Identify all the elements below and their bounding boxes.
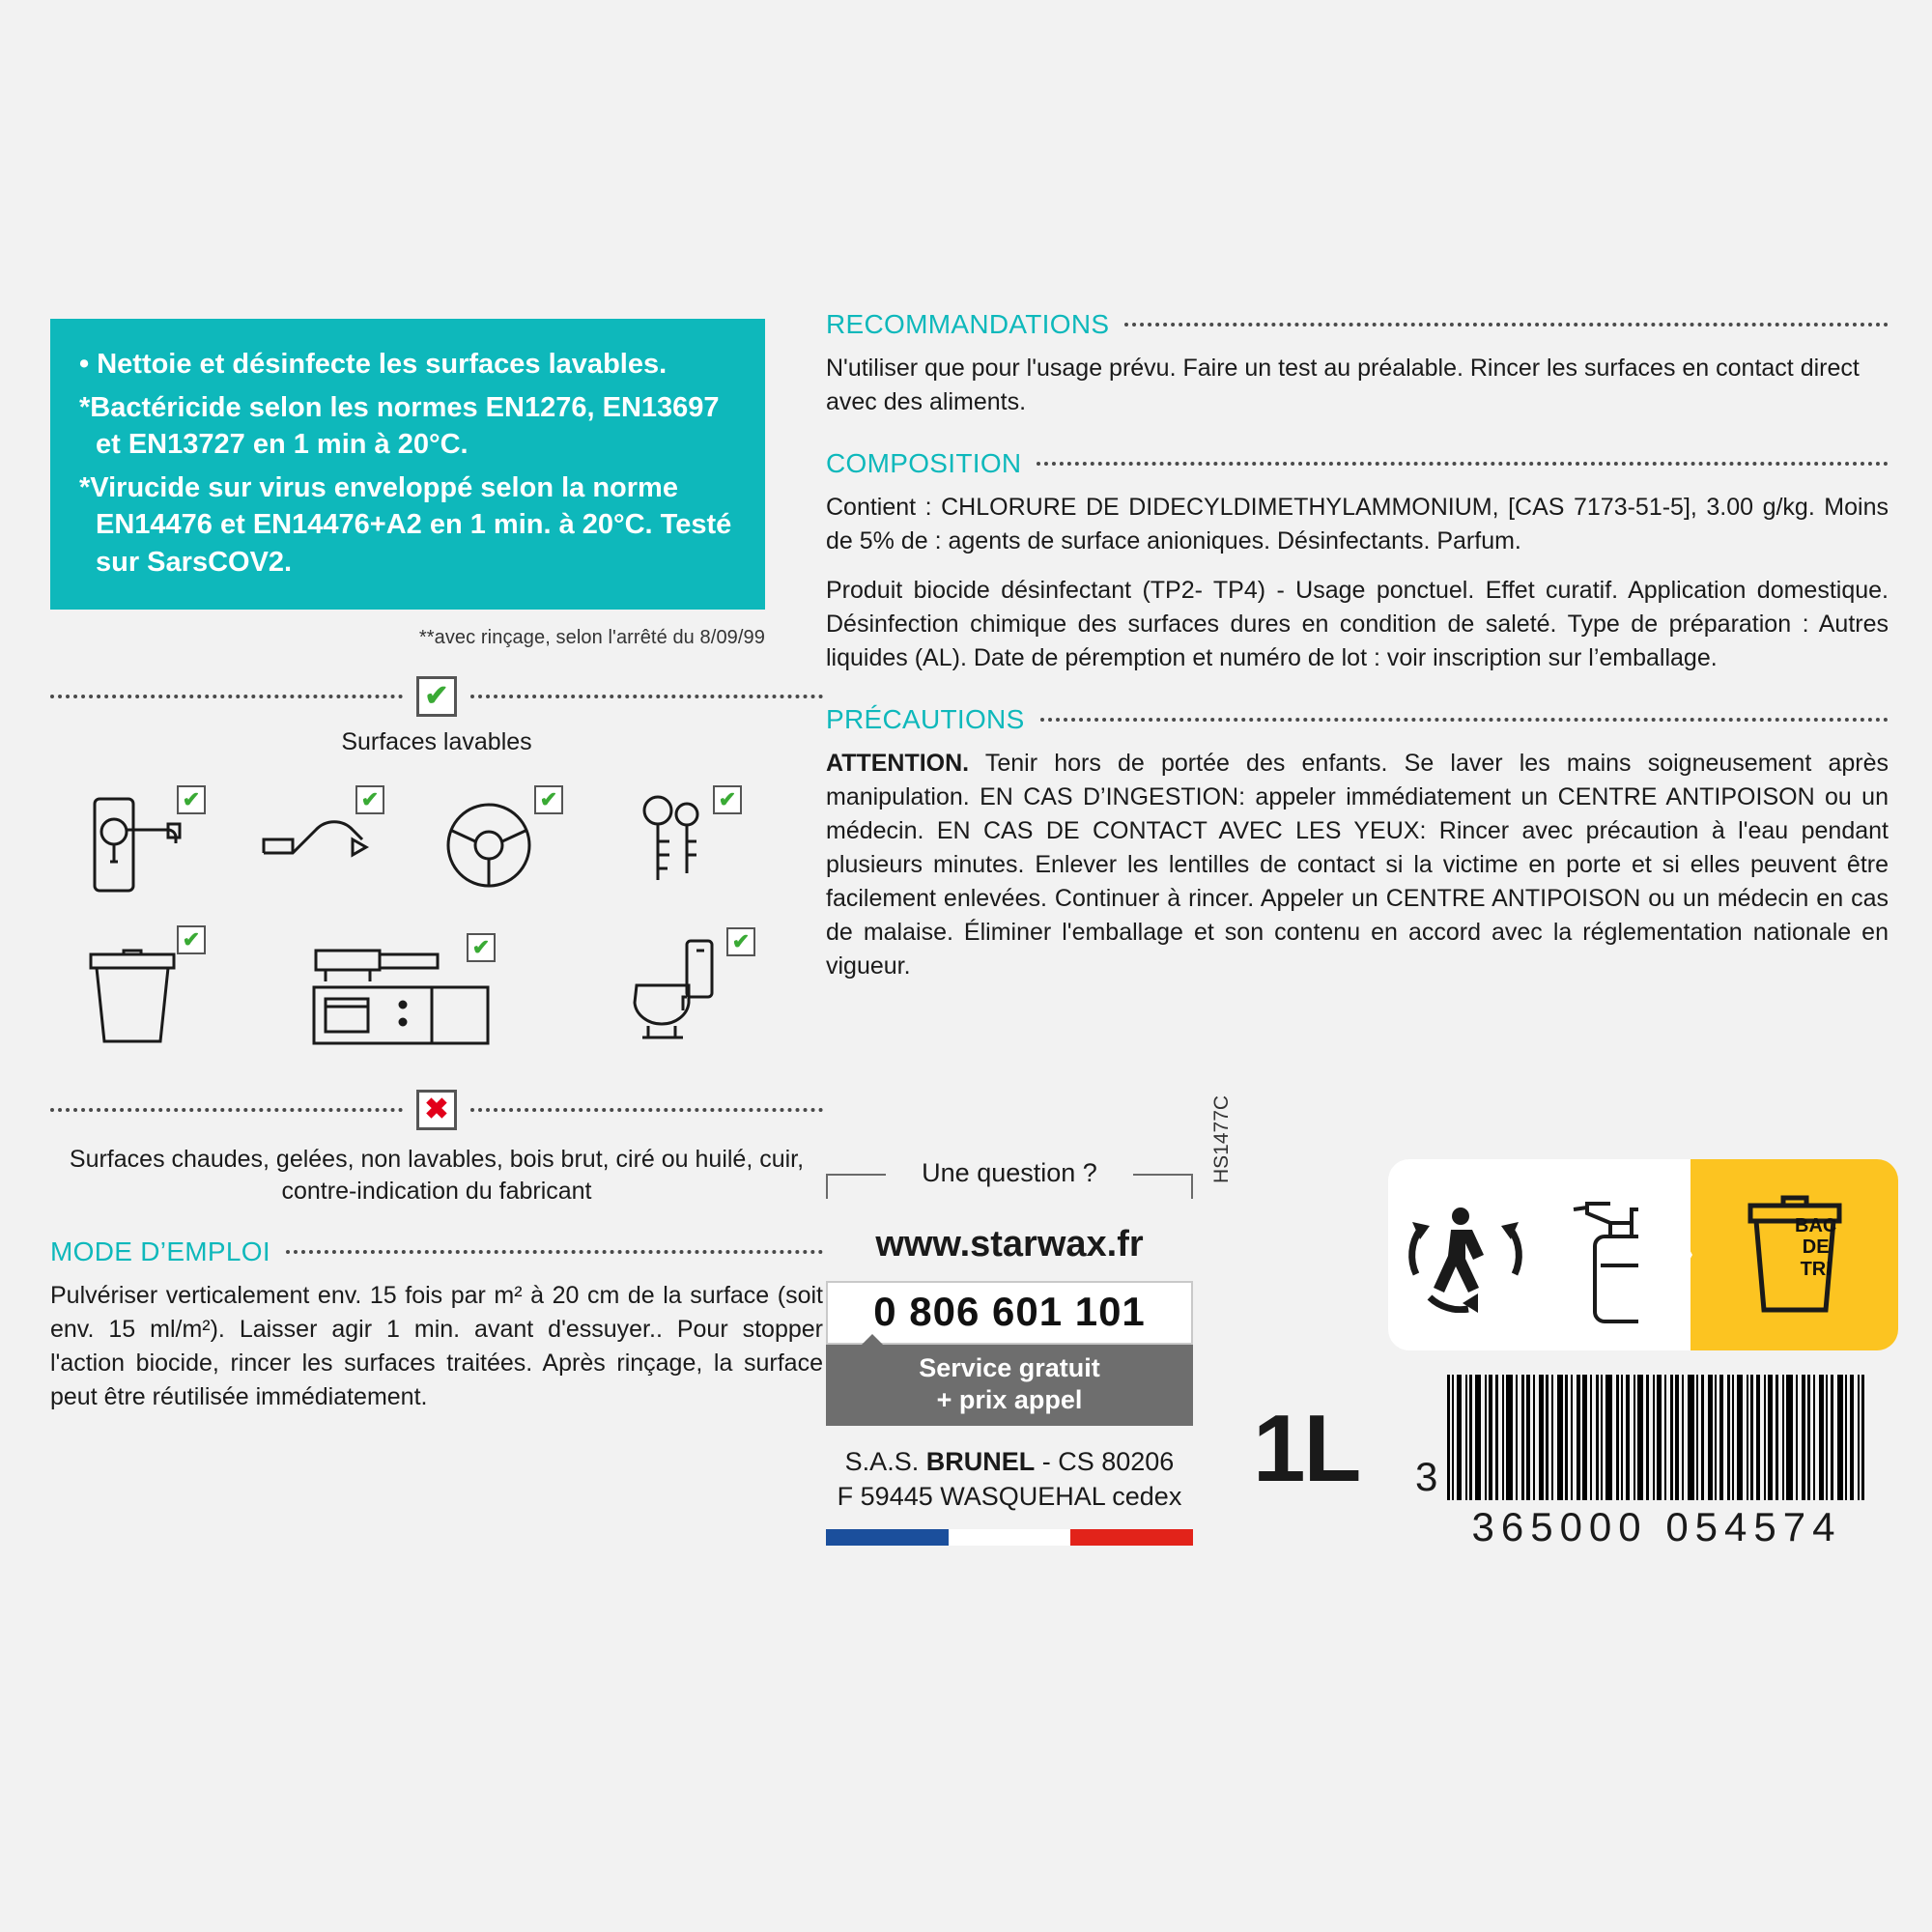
- composition-paragraph-2: Produit biocide désinfectant (TP2- TP4) - Usage ponctuel. Effet curatif. Application domestique. Désinfection chimique des surfaces dures en condition de saleté. Type de préparation : Autres liquides (AL). Date de péremption et numéro de lot : voir inscription sur l’emballage.: [826, 577, 1889, 671]
- recommandations-text: N'utiliser que pour l'usage prévu. Faire un test au préalable. Rincer les surfaces en contact direct avec des aliments.: [826, 355, 1860, 415]
- composition-title: COMPOSITION: [826, 448, 1022, 478]
- company-name: BRUNEL: [925, 1446, 1036, 1476]
- recommandations-header: [826, 309, 1889, 340]
- dotted-rule: [470, 695, 823, 698]
- contact-box: [826, 1158, 1193, 1546]
- claim-line-3: *Virucide sur virus enveloppé selon la norme EN14476 et EN14476+A2 en 1 min. à 20°C. Testé sur SarsCOV2.: [79, 471, 732, 578]
- phone-note-line1: Service gratuit: [919, 1353, 1100, 1382]
- volume-label: 1L: [1253, 1395, 1360, 1501]
- pictogram-toilet: [586, 918, 765, 1063]
- claim-line-2: *Bactéricide selon les normes EN1276, EN13697 et EN13727 en 1 min à 20°C.: [79, 391, 720, 461]
- cross-icon: ✖: [416, 1090, 457, 1130]
- dotted-rule: [50, 695, 403, 698]
- mode-emploi-text: Pulvériser verticalement env. 15 fois par m² à 20 cm de la surface (soit env. 15 ml/m²). Laisser agir 1 min. avant d'essuyer.. Pour stopper l'action biocide, rincer les surfaces traitées. Après rinçage, la surface peut être réutilisée immédiatement.: [50, 1282, 823, 1411]
- barcode-digits: 365000 054574: [1471, 1504, 1842, 1549]
- french-flag-icon: [826, 1529, 1193, 1546]
- composition-paragraph-1: Contient : CHLORURE DE DIDECYLDIMETHYLAMMONIUM, [CAS 7173-51-5], 3.00 g/kg. Moins de 5% de : agents de surface anioniques. Désinfectants. Parfum.: [826, 494, 1889, 554]
- pictogram-keys: [586, 778, 765, 908]
- recycling-banner: [1388, 1159, 1898, 1350]
- reference-code: HS1477C: [1210, 1094, 1233, 1183]
- pictogram-grid: [50, 778, 765, 1063]
- question-frame: [826, 1158, 1193, 1230]
- precautions-title: PRÉCAUTIONS: [826, 704, 1025, 734]
- check-icon: ✔: [467, 933, 496, 962]
- check-icon: ✔: [726, 927, 755, 956]
- dotted-rule: [1124, 323, 1889, 327]
- separator-no: [50, 1090, 823, 1130]
- check-icon: ✔: [355, 785, 384, 814]
- triman-icon: [1388, 1197, 1543, 1313]
- company-prefix: S.A.S.: [844, 1446, 926, 1476]
- surfaces-ok-caption: Surfaces lavables: [341, 728, 532, 756]
- dotted-rule: [470, 1108, 823, 1112]
- phone-number[interactable]: 0 806 601 101: [826, 1281, 1193, 1345]
- check-icon: ✔: [534, 785, 563, 814]
- barcode-lead-digit: 3: [1415, 1454, 1438, 1499]
- claim-line-1: • Nettoie et désinfecte les surfaces lavables.: [79, 349, 668, 380]
- composition-header: [826, 448, 1889, 479]
- bac-line-2: DE: [1802, 1236, 1830, 1259]
- left-column: [50, 319, 823, 1414]
- check-icon: ✔: [177, 925, 206, 954]
- composition-text: [826, 491, 1889, 675]
- dotted-rule: [50, 1108, 403, 1112]
- bac-de-tri-text: [1795, 1215, 1836, 1280]
- bac-line-3: TRI: [1800, 1258, 1832, 1280]
- recommandations-title: RECOMMANDATIONS: [826, 309, 1110, 339]
- check-icon: ✔: [177, 785, 206, 814]
- company-line-1: [826, 1445, 1193, 1480]
- company-address: [826, 1445, 1193, 1514]
- separator-ok: [50, 676, 823, 717]
- company-line-2: F 59445 WASQUEHAL cedex: [837, 1481, 1182, 1511]
- bottom-block: [826, 1094, 1898, 1618]
- mode-emploi-header: [50, 1236, 823, 1267]
- check-icon: ✔: [416, 676, 457, 717]
- pictogram-door-handle: [50, 778, 229, 908]
- company-suffix: - CS 80206: [1035, 1446, 1175, 1476]
- right-column: [826, 309, 1889, 983]
- dotted-rule: [1040, 718, 1889, 722]
- precautions-header: [826, 704, 1889, 735]
- precautions-body: Tenir hors de portée des enfants. Se laver les mains soigneusement après manipulation. EN CAS D’INGESTION: appeler immédiatement un CENTRE ANTIPOISON ou un médecin. EN CAS DE CONTACT AVEC LES YEUX: Rincer avec précaution à l'eau pendant plusieurs minutes. Enlever les lentilles de contact si la victime en porte et si elles peuvent être facilement enlevées. Continuer à rincer. Appeler un CENTRE ANTIPOISON ou un médecin en cas de malaise. Éliminer l'emballage et son contenu en accord avec la réglementation nationale en vigueur.: [826, 750, 1889, 980]
- surfaces-no-caption: Surfaces chaudes, gelées, non lavables, bois brut, ciré ou huilé, cuir, contre-indication du fabricant: [69, 1146, 805, 1206]
- mode-emploi-title: MODE D’EMPLOI: [50, 1236, 270, 1267]
- pictogram-steering-wheel: [408, 778, 586, 908]
- phone-note: [826, 1345, 1193, 1426]
- pictogram-trash-bin: [50, 918, 229, 1063]
- bac-line-1: BAC: [1795, 1215, 1837, 1236]
- claims-footnote: **avec rinçage, selon l'arrêté du 8/09/99: [418, 627, 765, 649]
- phone-note-line2: + prix appel: [936, 1384, 1083, 1414]
- question-label: Une question ?: [922, 1158, 1097, 1187]
- dotted-rule: [286, 1250, 823, 1254]
- claims-box: [50, 319, 765, 610]
- website-link[interactable]: www.starwax.fr: [875, 1224, 1144, 1264]
- pictogram-kitchen: [229, 918, 586, 1063]
- pictogram-tap: [229, 778, 408, 908]
- barcode: [1415, 1375, 1898, 1550]
- dotted-rule: [1037, 462, 1889, 466]
- barcode-bars: [1447, 1375, 1867, 1500]
- check-icon: ✔: [713, 785, 742, 814]
- bac-de-tri-panel: [1690, 1159, 1898, 1350]
- precautions-text: [826, 747, 1889, 983]
- precautions-lead: ATTENTION.: [826, 750, 970, 777]
